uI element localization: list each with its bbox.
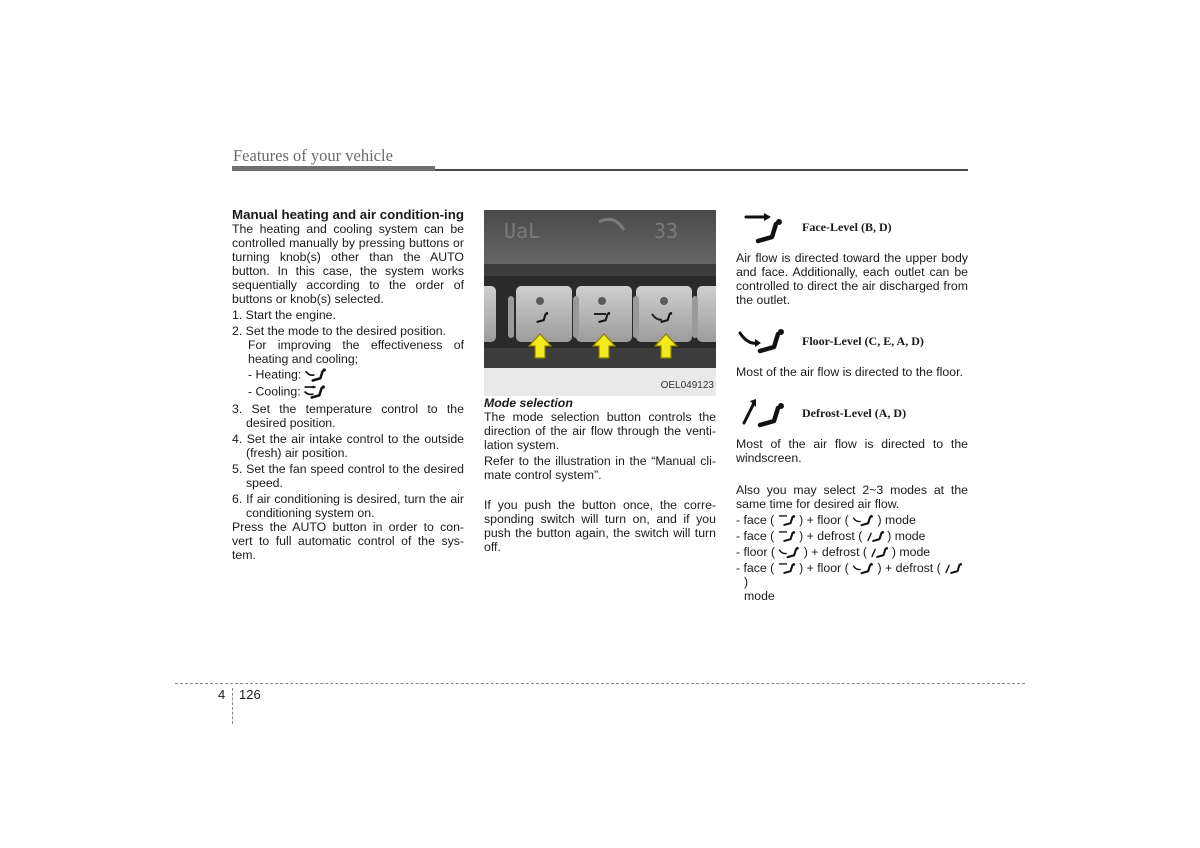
combo-label: ) + defrost (: [803, 545, 868, 559]
caption-title: Mode selection: [484, 396, 573, 410]
combo-face-defrost: [736, 529, 968, 543]
defrost-level-heading: [736, 393, 968, 433]
floor-level-icon: [852, 561, 874, 575]
middle-column: [484, 207, 716, 554]
combination-intro: Also you may select 2~3 modes at the same time for desired air flow.: [736, 483, 968, 511]
floor-level-icon: [852, 513, 874, 527]
combo-label: ) mode: [887, 529, 926, 543]
combo-label: - face (: [736, 561, 775, 575]
header-rule-thick: [232, 166, 435, 171]
footer-divider: [175, 683, 1025, 684]
footer-vertical-divider: [232, 688, 233, 724]
mode-selection-figure: [484, 210, 716, 396]
face-level-title: Face-Level (B, D): [802, 220, 892, 234]
figure-code: OEL049123: [660, 380, 714, 391]
combo-mode-word: mode: [744, 589, 775, 603]
floor-level-heading: [736, 321, 968, 361]
combo-label: ): [744, 575, 749, 589]
step-4: 4. Set the air intake control to the outside (fresh) air position.: [232, 432, 464, 460]
step-5: 5. Set the fan speed control to the desired speed.: [232, 462, 464, 490]
combo-label: ) + defrost (: [877, 561, 941, 575]
combo-floor-defrost: [736, 545, 968, 559]
left-column: [232, 207, 464, 562]
cooling-label: - Cooling:: [248, 384, 301, 399]
defrost-level-icon: [944, 561, 962, 575]
defrost-level-icon: [866, 529, 884, 543]
cooling-mode-icon: [304, 384, 326, 400]
step-3: 3. Set the temperature control to the desired position.: [232, 402, 464, 430]
step-2-note: For improving the effectiveness of heating and cooling;: [248, 338, 464, 366]
combo-label: ) + floor (: [799, 513, 849, 527]
floor-level-icon: [736, 321, 796, 361]
header-title: Features of your vehicle: [233, 146, 393, 165]
face-level-icon: [778, 513, 796, 527]
header-rule-thin: [435, 169, 968, 171]
heating-label: - Heating:: [248, 367, 302, 382]
steps-list: [232, 308, 464, 338]
defrost-level-icon: [870, 545, 888, 559]
step-6: 6. If air conditioning is desired, turn the air conditioning system on.: [232, 492, 464, 520]
step-2: 2. Set the mode to the desired position.: [232, 324, 446, 338]
steps-list-2: [232, 402, 464, 520]
control-panel-photo: [484, 210, 716, 396]
floor-level-icon: [778, 545, 800, 559]
heating-row: [232, 367, 464, 383]
floor-level-text: Most of the air flow is directed to the floor.: [736, 365, 963, 379]
combo-face-floor-defrost: [736, 561, 968, 589]
cooling-row: [232, 384, 464, 400]
face-level-icon: [778, 561, 796, 575]
combo-face-floor: [736, 513, 968, 527]
mode-paragraph-1: The mode selection button controls the direction of the air flow through the venti-lation system.: [484, 410, 716, 452]
outro-paragraph: Press the AUTO button in order to con-vert to full automatic control of the sys-tem.: [232, 520, 464, 562]
floor-level-title: Floor-Level (C, E, A, D): [802, 334, 924, 348]
section-title: Manual heating and air condition-ing: [232, 207, 464, 222]
defrost-level-title: Defrost-Level (A, D): [802, 406, 907, 420]
right-column: [736, 207, 968, 603]
combo-label: - face (: [736, 529, 775, 543]
page-number: 126: [239, 687, 261, 702]
combo-label: ) + floor (: [799, 561, 849, 575]
combo-label: ) mode: [891, 545, 931, 559]
chapter-number: 4: [218, 687, 226, 702]
intro-paragraph: The heating and cooling system can be controlled manually by pressing buttons or turning knob(s) other than the AUTO button. In this case, the system works sequentially according to the order of buttons or knob(s) selected.: [232, 222, 464, 306]
combo-label: ) + defrost (: [799, 529, 863, 543]
mode-paragraph-2: Refer to the illustration in the “Manual cli-mate control system”.: [484, 454, 716, 482]
heating-mode-icon: [305, 367, 327, 383]
face-level-icon: [778, 529, 796, 543]
step-1: 1. Start the engine.: [232, 308, 336, 322]
combo-label: - face (: [736, 513, 775, 527]
defrost-level-icon: [736, 393, 796, 433]
mode-paragraph-3: If you push the button once, the corre-sponding switch will turn on, and if you push the button again, the switch will turn off.: [484, 498, 716, 554]
face-level-heading: [736, 207, 968, 247]
svg-text:UaL: UaL: [504, 219, 541, 243]
defrost-level-text: Most of the air flow is directed to the windscreen.: [736, 437, 968, 465]
combo-label: ) mode: [877, 513, 916, 527]
face-level-icon: [736, 207, 796, 247]
combo-label: - floor (: [736, 545, 775, 559]
svg-text:33: 33: [654, 219, 679, 243]
face-level-text: Air flow is directed toward the upper body and face. Additionally, each outlet can be controlled to direct the air discharged from the outlet.: [736, 251, 968, 307]
